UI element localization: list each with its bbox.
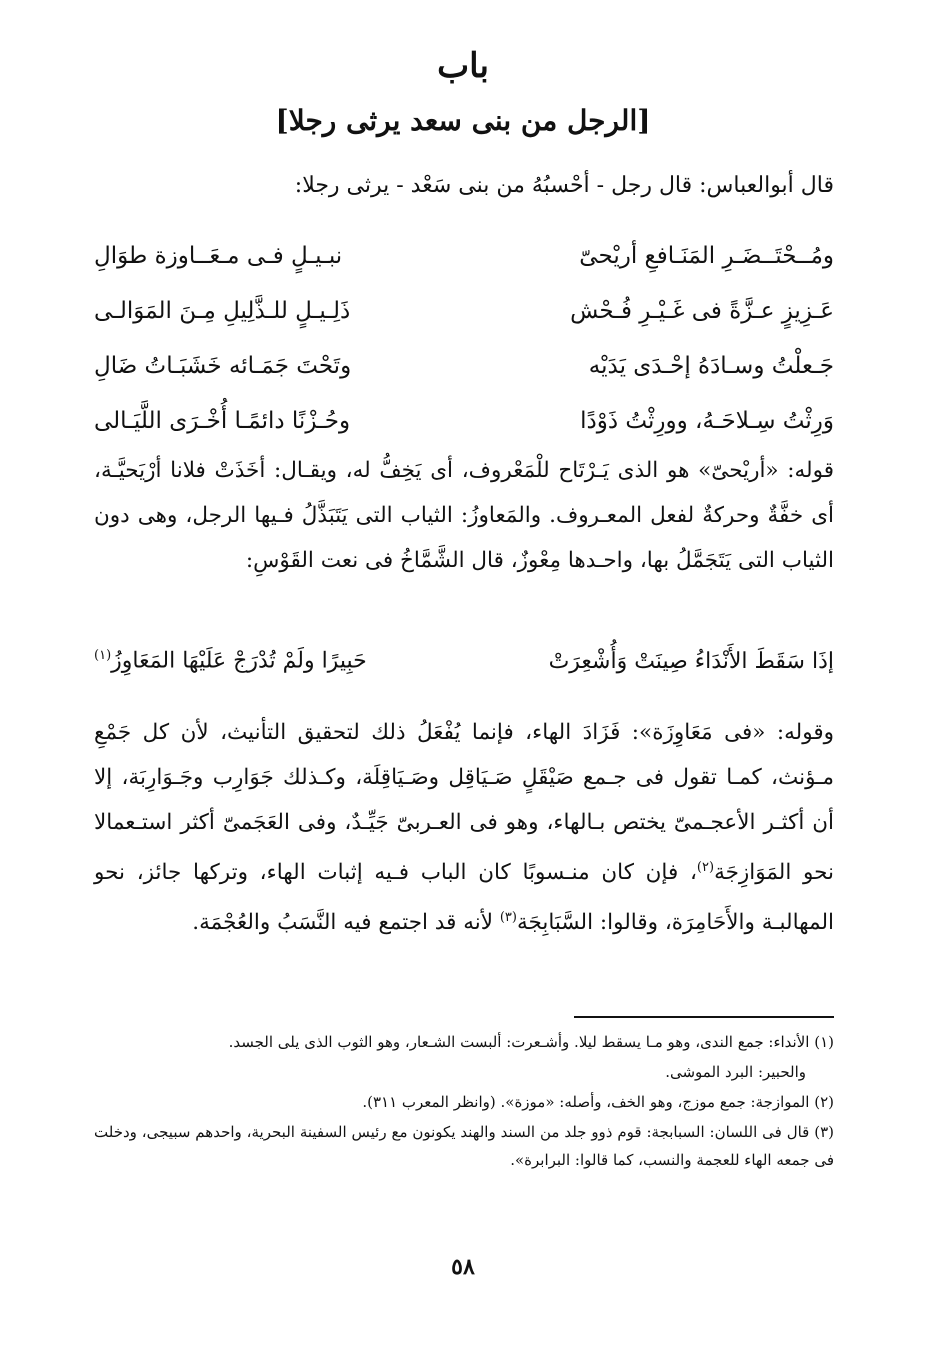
verse-first-hemistich: وَرِثْتُ سِـلاحَـهُ، وورِثْتُ ذَوْدًا — [580, 407, 834, 434]
footnote-divider — [574, 1016, 834, 1018]
footnotes — [94, 1028, 834, 1176]
verse-second-hemistich: وحُـزْنًا دائمًـا أُخْـرَى اللَّيَـالى — [94, 407, 351, 434]
footnote: (٢) الموازجة: جمع موزج، وهو الخف، وأصله: «موزة». (وانظر المعرب ٣١١). — [362, 1093, 834, 1111]
paragraph-text: وقوله: «فى مَعَاوِزَة»: فَزَادَ الهاء، فإنما يُفْعَلُ ذلك لتحقيق التأنيث، لأن كل جَمْعِ مـؤنث، كمـا تقول فى جـمع صَيْقَلٍ صَـيَاقِل وصَـيَاقِلَة، وكـذلك جَوَارِب وجَـوَارِبَة، إلا أن أكثـر الأعجـمىّ يختص بـالهاء، وهو فى العـربىّ جَيِّـدٌ، وفى العَجَمىّ أكثر استـعمالا نحو المَوَازِجَة — [94, 720, 834, 886]
chapter-title: باب — [437, 46, 489, 86]
commentary-paragraph: قوله: «أريْحىّ» هو الذى يَـرْتَاح للْمَعْروف، أى يَخِفُّ له، ويقـال: أخَذَتْ فلانا أرْيَحيَّـة، أى خفَّةٌ وحركةٌ لفعل المعـروف. والمَعاوزُ: الثياب التى يَتَبَذَّلُ فـيها الرجل، وهى دون الثياب التى يَتَجَمَّلُ بها، واحـدها مِعْوزٌ، قال الشَّمَّاخُ فى نعت القَوْسِ: — [94, 458, 834, 573]
verse-first-hemistich: عَـزِيزٍ عـزَّةً فى غَـيْـرِ فُـحْش — [570, 297, 834, 324]
intro-line: قال أبوالعباس: قال رجل - أحْسبُهُ من بنى سَعْد - يرثى رجلا: — [294, 173, 834, 198]
verse-second-hemistich: نبـيـلٍ فـى مـعَــاوزة طوَالِ — [94, 242, 343, 269]
page-number: ٥٨ — [451, 1254, 475, 1280]
quoted-verse-second-hemistich — [94, 648, 464, 673]
quoted-verse-first-hemistich: إذَا سَقَطَ الأَنْدَاءُ صِينَتْ وَأُشْعِرَتْ — [548, 648, 834, 674]
commentary-paragraph — [94, 710, 834, 945]
verse-second-hemistich: وتَحْتَ جَمَـائه خَشَبَـاتُ ضَالِ — [94, 352, 352, 379]
poem — [94, 228, 834, 448]
poem-verse — [94, 393, 834, 448]
verse-second-hemistich: ذَلِـيـلٍ للـذَّلِيلِ مِـنَ المَوَالـى — [94, 297, 351, 324]
poem-verse — [94, 338, 834, 393]
footnote-ref: (١) — [94, 648, 112, 664]
poem-verse — [94, 228, 834, 283]
poem-verse — [94, 283, 834, 338]
paragraph-text: ، فإن كان منـسوبًا كان الباب فـيه إثبات الهاء، وتركها جائز، نحو المهالبـة والأَحَامِرَة، وقالوا: السَّبَابِجَة — [94, 860, 834, 936]
quoted-verse-second-text: حَبِيرًا ولَمْ تُدْرَجْ عَلَيْهَا المَعَاوِزُ — [111, 648, 367, 674]
footnote: (١) الأنداء: جمع الندى، وهو مـا يسقط ليلا. وأشـعرت: ألبست الشـعار، وهو الثوب الذى يلى الجسد. — [228, 1033, 834, 1051]
paragraph-text: لأنه قد اجتمع فيه النَّسَبُ والعُجْمَة. — [192, 910, 500, 936]
footnote-ref: (٣) — [499, 910, 517, 926]
footnote-ref: (٢) — [696, 860, 715, 875]
section-title: [الرجل من بنى سعد يرثى رجلا] — [275, 104, 651, 137]
verse-first-hemistich: جَـعلْتُ وسـادَهُ إحْـدَى يَدَيْه — [588, 352, 834, 379]
footnote-continuation: والحبير: البرد الموشى. — [665, 1063, 806, 1081]
verse-first-hemistich: ومُــحْتَــضَـرِ المَنَـافعِ أريْحىّ — [579, 242, 834, 269]
quoted-verse — [94, 636, 834, 686]
footnote: (٣) قال فى اللسان: السبابجة: قوم ذوو جلد من السند والهند يكونون مع رئيس السفينة البحرية، واحدهم سبيجى، ودخلت فى جمعه الهاء للعجمة والنسب، كما قالوا: البرابرة». — [94, 1123, 834, 1169]
